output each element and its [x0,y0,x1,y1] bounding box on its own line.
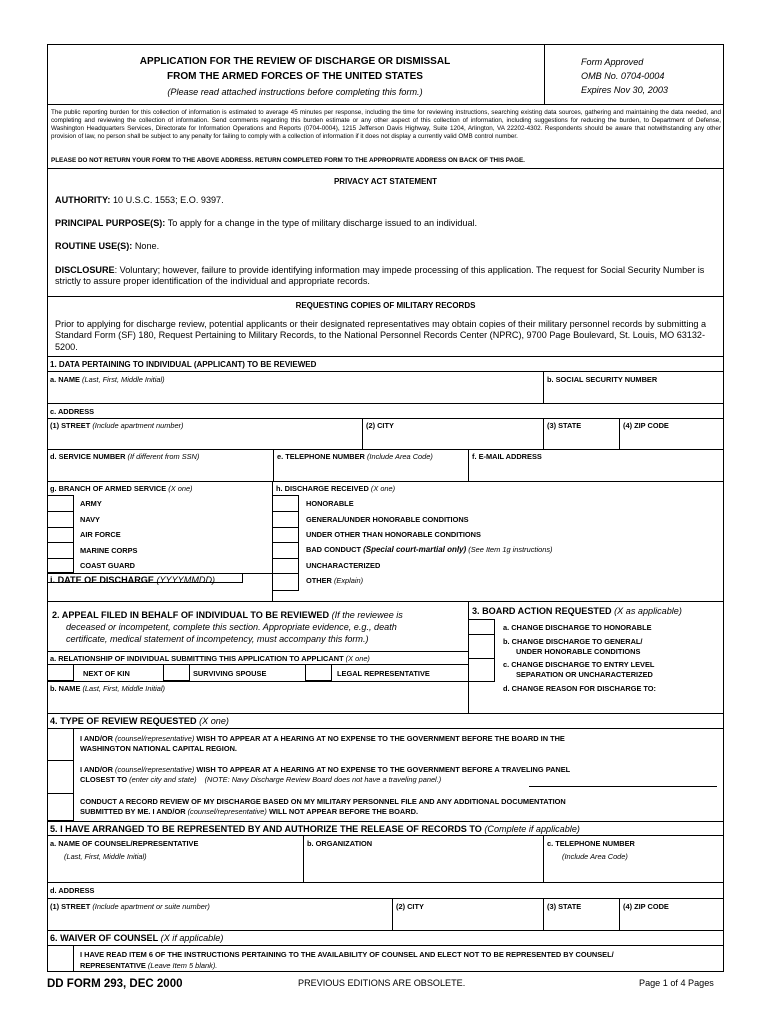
waiver-text-line1: I HAVE READ ITEM 6 OF THE INSTRUCTIONS PERTAINING TO THE AVAILABILITY OF COUNSEL AND ELECT NOT TO BE REPRESENTED BY COUNSEL/ [80,950,614,959]
street-label: (1) STREET (Include apartment number) [50,421,184,430]
form-title-line2: FROM THE ARMED FORCES OF THE UNITED STATES [167,71,423,82]
discharge-checkbox-column[interactable] [272,495,299,591]
section2-line3: certificate, medical statement of incompetency, must accompany this form.) [66,634,369,644]
appellant-name-label: b. NAME (Last, First, Middle Initial) [50,684,166,693]
relation-option-legal-rep[interactable]: LEGAL REPRESENTATIVE [337,669,430,678]
approval-line3: Expires Nov 30, 2003 [581,85,668,95]
form-title-line1: APPLICATION FOR THE REVIEW OF DISCHARGE OR DISMISSAL [139,56,451,67]
telephone-label: e. TELEPHONE NUMBER (Include Area Code) [277,452,433,461]
approval-line2: OMB No. 0704-0004 [581,71,665,81]
organization-label: b. ORGANIZATION [307,839,373,848]
address-label: c. ADDRESS [50,407,95,416]
disclosure-text: DISCLOSURE: Voluntary; however, failure to provide identifying information may impede processing of this application. The request for Social Security Number is strictly to assure proper identification of the individual and appropriate records. [55,265,705,287]
counsel-name-hint: (Last, First, Middle Initial) [64,852,147,861]
page-number: Page 1 of 4 Pages [639,978,714,988]
section3-heading: 3. BOARD ACTION REQUESTED (X as applicable) [472,606,682,616]
counsel-telephone-label: c. TELEPHONE NUMBER [547,839,635,848]
discharge-option-general[interactable]: GENERAL/UNDER HONORABLE CONDITIONS [306,515,469,524]
relation-checkbox-spouse[interactable] [163,664,190,681]
email-label: f. E-MAIL ADDRESS [472,452,542,461]
branch-option-coast-guard[interactable]: COAST GUARD [80,561,136,570]
review-type-checkbox-column[interactable] [47,728,74,821]
discharge-label: h. DISCHARGE RECEIVED (X one) [276,484,396,493]
routine-use-line: ROUTINE USE(S): None. [55,241,160,251]
branch-option-navy[interactable]: NAVY [80,515,100,524]
board-action-general[interactable]: b. CHANGE DISCHARGE TO GENERAL/ [503,637,643,646]
burden-statement: The public reporting burden for this collection of information is estimated to average 45 minutes per response, including the time for reviewing instructions, searching existing data sources, gathering and maintaining the data needed, and completing and reviewing the collection of information. Send comments regarding this burden estimate or any other aspect of this collection of information, including suggestions for reducing the burden, to Department of Defense, Washington Headquarters Services, Directorate for Information Operations and Reports (0704-0004), 1215 Jefferson Davis Highway, Suite 1204, Arlington, VA 22202-4302. Respondents should be aware that notwithstanding any other provision of law, no person shall be subject to any penalty for failing to comply with a collection of information if it does not display a currently valid OMB control number. [51,109,721,141]
counsel-telephone-hint: (Include Area Code) [562,852,628,861]
counsel-city-label: (2) CITY [396,902,424,911]
review-option-record-review-line2: SUBMITTED BY ME. I AND/OR (counsel/representative) WILL NOT APPEAR BEFORE THE BOARD. [80,807,418,816]
return-notice: PLEASE DO NOT RETURN YOUR FORM TO THE ABOVE ADDRESS. RETURN COMPLETED FORM TO THE APPROPRIATE ADDRESS ON BACK OF THIS PAGE. [51,157,525,164]
records-heading: REQUESTING COPIES OF MILITARY RECORDS [295,301,476,310]
form-number: DD FORM 293, DEC 2000 [47,978,183,990]
section2-line2: deceased or incompetent, complete this section. Appropriate evidence, e.g., death [66,622,397,632]
counsel-state-label: (3) STATE [547,902,582,911]
board-action-honorable[interactable]: a. CHANGE DISCHARGE TO HONORABLE [503,623,652,632]
counsel-address-label: d. ADDRESS [50,886,95,895]
review-option-hearing-dc[interactable]: I AND/OR (counsel/representative) WISH TO APPEAR AT A HEARING AT NO EXPENSE TO THE GOVERNMENT BEFORE THE BOARD IN THE [80,734,565,743]
relation-checkbox-legal-rep[interactable] [305,664,332,681]
counsel-name-label: a. NAME OF COUNSEL/REPRESENTATIVE [50,839,199,848]
service-number-label: d. SERVICE NUMBER (If different from SSN) [50,452,200,461]
name-label: a. NAME (Last, First, Middle Initial) [50,375,165,384]
authority-line: AUTHORITY: 10 U.S.C. 1553; E.O. 9397. [55,195,224,205]
section1-heading: 1. DATA PERTAINING TO INDIVIDUAL (APPLICANT) TO BE REVIEWED [50,360,317,369]
counsel-zip-label: (4) ZIP CODE [623,902,669,911]
section4-heading: 4. TYPE OF REVIEW REQUESTED (X one) [50,716,229,726]
section5-heading: 5. I HAVE ARRANGED TO BE REPRESENTED BY AND AUTHORIZE THE RELEASE OF RECORDS TO (Complete if applicable) [50,824,580,834]
relation-checkbox-next-of-kin[interactable] [47,664,74,681]
date-of-discharge-label: i. DATE OF DISCHARGE (YYYYMMDD) [50,575,216,585]
review-option-record-review[interactable]: CONDUCT A RECORD REVIEW OF MY DISCHARGE BASED ON MY MILITARY PERSONNEL FILE AND ANY ADDITIONAL DOCUMENTATION [80,797,566,806]
obsolete-notice: PREVIOUS EDITIONS ARE OBSOLETE. [298,978,466,988]
section2-heading: 2. APPEAL FILED IN BEHALF OF INDIVIDUAL TO BE REVIEWED (If the reviewee is [52,610,403,620]
board-action-reason[interactable]: d. CHANGE REASON FOR DISCHARGE TO: [503,684,657,693]
ssn-label: b. SOCIAL SECURITY NUMBER [547,375,658,384]
traveling-panel-location-field[interactable] [529,786,717,787]
board-action-entry-level-line2: SEPARATION OR UNCHARACTERIZED [516,670,653,679]
board-action-checkbox-column[interactable] [468,619,495,682]
records-text: Prior to applying for discharge review, potential applicants or their designated representatives may obtain copies of their military personnel records by submitting a Standard Form (SF) 180, Request Pertaining to Military Records, to the National Personnel Records Center (NPRC), 9700 Page Boulevard, St. Louis, MO 63132-5200. [55,319,707,352]
relation-option-spouse[interactable]: SURVIVING SPOUSE [193,669,267,678]
discharge-option-bad-conduct[interactable]: BAD CONDUCT (Special court-martial only) (See Item 1g instructions) [306,545,553,554]
review-option-traveling-panel-line2: CLOSEST TO (enter city and state) (NOTE: Navy Discharge Review Board does not have a traveling panel.) [80,775,442,784]
city-label: (2) CITY [366,421,394,430]
branch-checkbox-column[interactable] [47,495,74,573]
discharge-option-oth[interactable]: UNDER OTHER THAN HONORABLE CONDITIONS [306,530,481,539]
review-option-hearing-dc-line2: WASHINGTON NATIONAL CAPITAL REGION. [80,744,237,753]
zip-label: (4) ZIP CODE [623,421,669,430]
branch-option-army[interactable]: ARMY [80,499,102,508]
counsel-street-label: (1) STREET (Include apartment or suite number) [50,902,210,911]
form-subtitle: (Please read attached instructions before completing this form.) [167,87,423,97]
discharge-option-other[interactable]: OTHER (Explain) [306,576,364,585]
board-action-general-line2: UNDER HONORABLE CONDITIONS [516,647,641,656]
discharge-option-honorable[interactable]: HONORABLE [306,499,354,508]
branch-label: g. BRANCH OF ARMED SERVICE (X one) [50,484,193,493]
branch-option-air-force[interactable]: AIR FORCE [80,530,121,539]
section6-heading: 6. WAIVER OF COUNSEL (X if applicable) [50,933,224,943]
approval-line1: Form Approved [581,57,644,67]
privacy-heading: PRIVACY ACT STATEMENT [333,177,438,186]
purpose-line: PRINCIPAL PURPOSE(S): To apply for a change in the type of military discharge issued to an individual. [55,218,478,228]
board-action-entry-level[interactable]: c. CHANGE DISCHARGE TO ENTRY LEVEL [503,660,655,669]
waiver-text-line2: REPRESENTATIVE (Leave Item 5 blank). [80,961,218,970]
relation-option-next-of-kin[interactable]: NEXT OF KIN [83,669,130,678]
branch-option-marine-corps[interactable]: MARINE CORPS [80,546,138,555]
state-label: (3) STATE [547,421,582,430]
relationship-label: a. RELATIONSHIP OF INDIVIDUAL SUBMITTING THIS APPLICATION TO APPLICANT (X one) [50,654,370,663]
waiver-checkbox[interactable] [47,945,74,972]
review-option-traveling-panel[interactable]: I AND/OR (counsel/representative) WISH TO APPEAR AT A HEARING AT NO EXPENSE TO THE GOVERNMENT BEFORE A TRAVELING PANEL [80,765,571,774]
discharge-option-uncharacterized[interactable]: UNCHARACTERIZED [306,561,381,570]
